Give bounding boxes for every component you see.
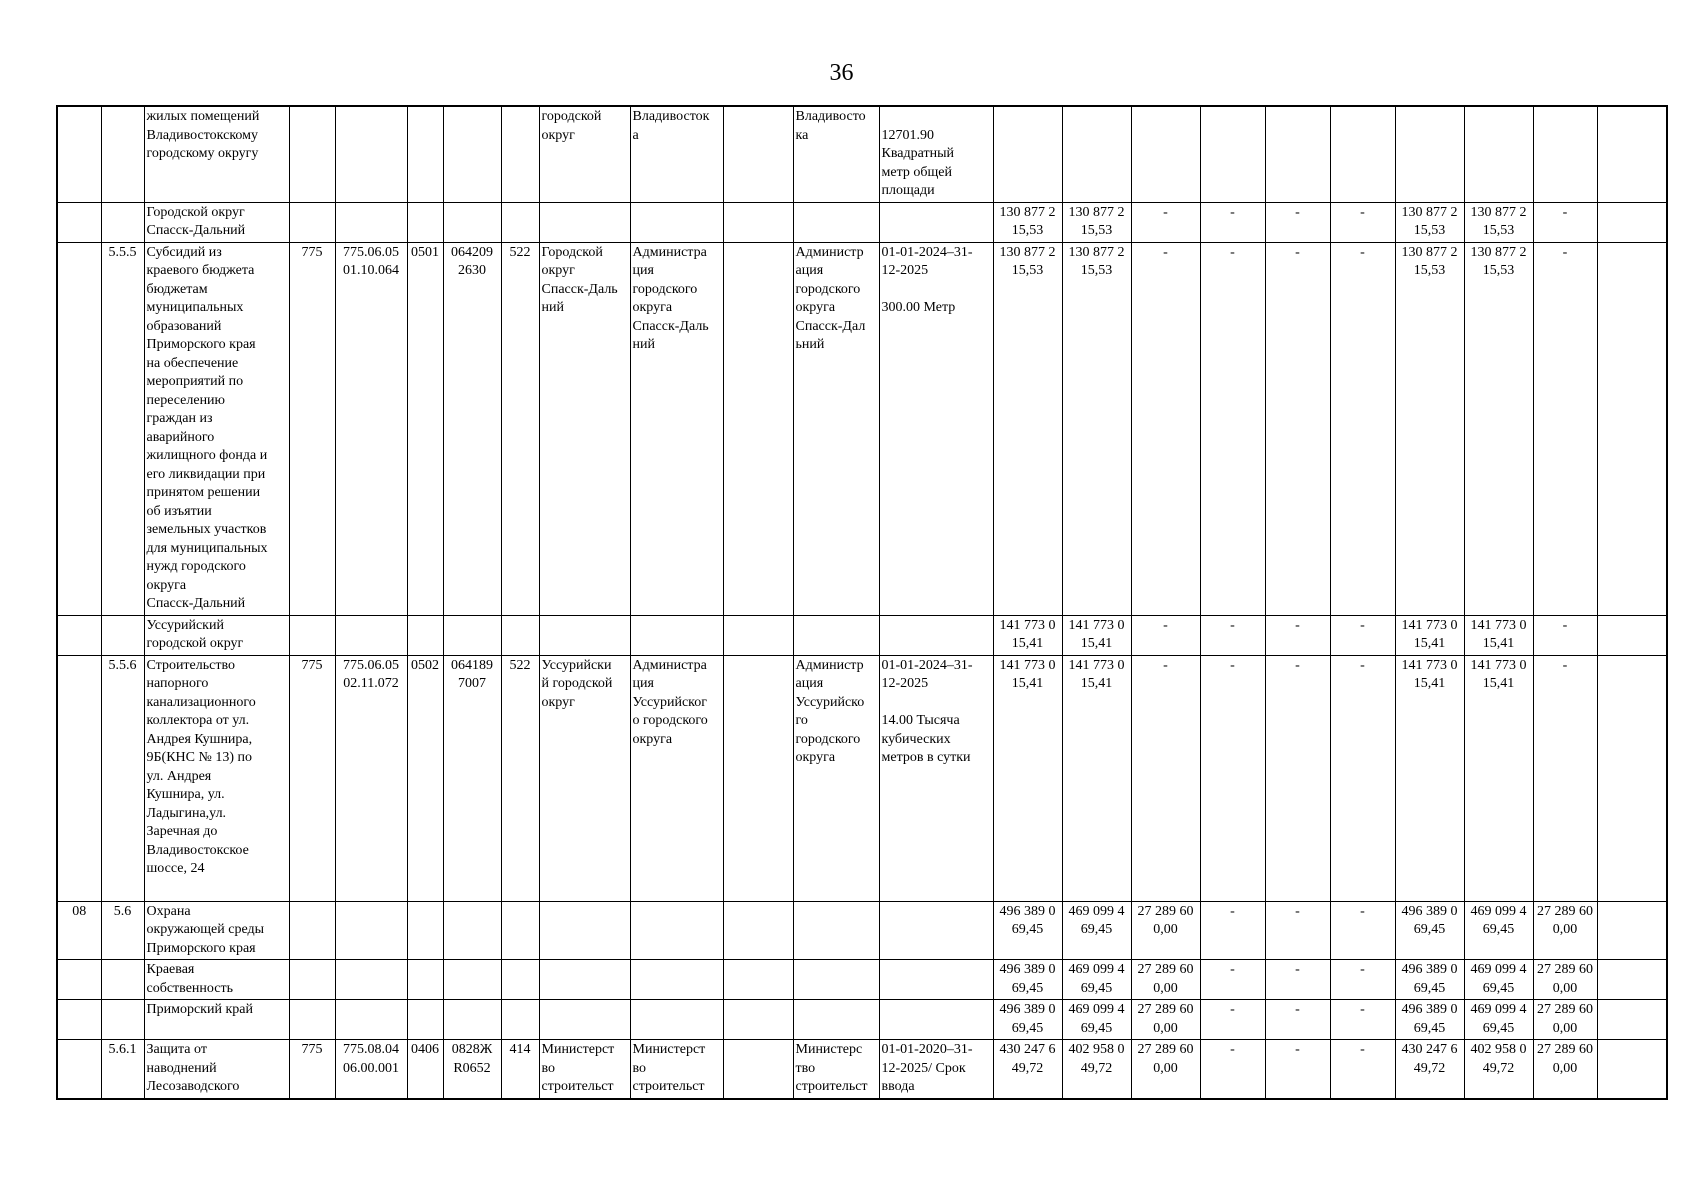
table-cell: - — [1265, 1000, 1330, 1040]
table-row — [57, 202, 1667, 242]
table-cell: 130 877 2 15,53 — [1464, 202, 1533, 242]
table-cell — [101, 202, 144, 242]
table-cell: 141 773 0 15,41 — [1395, 655, 1464, 901]
table-cell: 469 099 4 69,45 — [1062, 960, 1131, 1000]
table-cell: - — [1200, 242, 1265, 615]
table-cell — [723, 1000, 793, 1040]
table-cell: 27 289 60 0,00 — [1533, 901, 1597, 960]
table-row — [57, 615, 1667, 655]
table-cell — [1597, 202, 1667, 242]
table-cell: 775 — [289, 1040, 335, 1099]
table-cell — [57, 615, 101, 655]
table-cell: 402 958 0 49,72 — [1062, 1040, 1131, 1099]
table-cell: - — [1330, 655, 1395, 901]
table-row — [57, 655, 1667, 901]
table-cell: 12701.90 Квадратный метр общей площади — [879, 106, 993, 202]
table-cell: 130 877 2 15,53 — [993, 202, 1062, 242]
table-cell: - — [1330, 202, 1395, 242]
table-cell: 522 — [501, 655, 539, 901]
table-cell: Городской округ Спасск-Дальний — [144, 202, 289, 242]
table-cell: 27 289 60 0,00 — [1533, 960, 1597, 1000]
table-cell: 0406 — [407, 1040, 443, 1099]
table-cell — [57, 1040, 101, 1099]
table-cell — [501, 202, 539, 242]
table-cell: 496 389 0 69,45 — [993, 960, 1062, 1000]
table-cell — [1597, 242, 1667, 615]
table-cell: - — [1131, 655, 1200, 901]
table-cell — [539, 1000, 630, 1040]
table-cell: - — [1330, 615, 1395, 655]
table-cell: 27 289 60 0,00 — [1131, 1000, 1200, 1040]
table-cell: Строительство напорного канализационного коллектора от ул. Андрея Кушнира, 9Б(КНС № 13) по ул. Андрея Кушнира, ул. Ладыгина,ул. Заречная до Владивостокское шоссе, 24 — [144, 655, 289, 901]
table-cell — [335, 202, 407, 242]
table-cell — [57, 1000, 101, 1040]
table-cell — [630, 960, 723, 1000]
table-cell: 496 389 0 69,45 — [993, 1000, 1062, 1040]
table-cell: - — [1200, 655, 1265, 901]
table-cell: 141 773 0 15,41 — [1062, 615, 1131, 655]
table-cell: 064189 7007 — [443, 655, 501, 901]
table-cell: Уссурийский городской округ — [144, 615, 289, 655]
table-cell — [501, 960, 539, 1000]
table-cell: - — [1265, 1040, 1330, 1099]
table-cell: - — [1200, 901, 1265, 960]
table-cell — [101, 615, 144, 655]
table-cell — [723, 655, 793, 901]
table-cell — [1395, 106, 1464, 202]
table-cell — [1330, 106, 1395, 202]
table-cell: - — [1265, 202, 1330, 242]
table-cell — [630, 202, 723, 242]
table-cell — [993, 106, 1062, 202]
table-cell — [57, 960, 101, 1000]
table-cell — [1062, 106, 1131, 202]
table-row — [57, 901, 1667, 960]
table-cell — [407, 106, 443, 202]
table-cell: Уссурийски й городской округ — [539, 655, 630, 901]
table-cell — [501, 1000, 539, 1040]
table-cell: Охрана окружающей среды Приморского края — [144, 901, 289, 960]
table-cell: - — [1533, 615, 1597, 655]
table-cell — [1464, 106, 1533, 202]
table-cell: 27 289 60 0,00 — [1131, 1040, 1200, 1099]
table-cell — [723, 1040, 793, 1099]
table-cell: - — [1330, 901, 1395, 960]
table-cell — [539, 615, 630, 655]
table-cell: Защита от наводнений Лесозаводского — [144, 1040, 289, 1099]
table-cell: - — [1200, 615, 1265, 655]
table-cell — [335, 960, 407, 1000]
table-cell — [289, 901, 335, 960]
table-row — [57, 960, 1667, 1000]
table-cell: 064209 2630 — [443, 242, 501, 615]
table-cell: - — [1265, 615, 1330, 655]
table-cell: 0502 — [407, 655, 443, 901]
table-cell — [793, 960, 879, 1000]
table-cell — [101, 1000, 144, 1040]
table-cell: - — [1533, 655, 1597, 901]
table-cell: 496 389 0 69,45 — [993, 901, 1062, 960]
table-cell: - — [1131, 615, 1200, 655]
table-cell: 414 — [501, 1040, 539, 1099]
table-cell: - — [1330, 1000, 1395, 1040]
table-cell: 01-01-2024–31- 12-2025 300.00 Метр — [879, 242, 993, 615]
table-cell — [1200, 106, 1265, 202]
table-cell: 469 099 4 69,45 — [1464, 960, 1533, 1000]
table-cell: - — [1131, 202, 1200, 242]
table-cell: 01-01-2020–31- 12-2025/ Срок ввода — [879, 1040, 993, 1099]
table-cell: 08 — [57, 901, 101, 960]
table-cell — [407, 960, 443, 1000]
table-cell: Администр ация Уссурийско го городского округа — [793, 655, 879, 901]
table-cell — [539, 960, 630, 1000]
table-cell: - — [1200, 1040, 1265, 1099]
table-cell — [630, 615, 723, 655]
table-cell: 130 877 2 15,53 — [1395, 242, 1464, 615]
table-cell — [793, 1000, 879, 1040]
table-cell — [1265, 106, 1330, 202]
table-cell: - — [1533, 202, 1597, 242]
table-cell — [1533, 106, 1597, 202]
table-cell: Министерст во строительст — [630, 1040, 723, 1099]
table-cell — [723, 106, 793, 202]
table-cell — [1597, 615, 1667, 655]
table-cell: 775.06.05 01.10.064 — [335, 242, 407, 615]
table-cell — [57, 106, 101, 202]
table-cell — [793, 901, 879, 960]
table-cell: 402 958 0 49,72 — [1464, 1040, 1533, 1099]
table-cell: - — [1330, 960, 1395, 1000]
table-cell: 27 289 60 0,00 — [1533, 1040, 1597, 1099]
table-cell: Администр ация городского округа Спасск-Дал ьний — [793, 242, 879, 615]
table-cell: - — [1200, 202, 1265, 242]
table-cell: Субсидий из краевого бюджета бюджетам муниципальных образований Приморского края на обеспечение мероприятий по переселению граждан из аварийного жилищного фонда и его ликвидации при принятом решении об изъятии земельных участков для муниципальных нужд городского округа Спасск-Дальний — [144, 242, 289, 615]
table-cell — [57, 202, 101, 242]
table-cell: 141 773 0 15,41 — [1062, 655, 1131, 901]
table-cell — [879, 1000, 993, 1040]
table-cell: Приморский край — [144, 1000, 289, 1040]
table-cell: Министерст во строительст — [539, 1040, 630, 1099]
table-cell: 775.06.05 02.11.072 — [335, 655, 407, 901]
table-cell: 130 877 2 15,53 — [1062, 242, 1131, 615]
table-cell — [407, 202, 443, 242]
table-cell: 130 877 2 15,53 — [1464, 242, 1533, 615]
table-cell — [501, 615, 539, 655]
table-cell: - — [1131, 242, 1200, 615]
table-cell — [539, 202, 630, 242]
table-cell: 469 099 4 69,45 — [1464, 1000, 1533, 1040]
table-cell — [539, 901, 630, 960]
table-cell — [1597, 655, 1667, 901]
table-cell — [1597, 901, 1667, 960]
table-cell: - — [1200, 960, 1265, 1000]
table-cell — [335, 615, 407, 655]
table-cell: 141 773 0 15,41 — [1464, 615, 1533, 655]
table-cell — [335, 106, 407, 202]
table-cell: жилых помещений Владивостокскому городскому округу — [144, 106, 289, 202]
table-cell — [1597, 1000, 1667, 1040]
table-row — [57, 242, 1667, 615]
table-cell — [630, 901, 723, 960]
table-cell: 430 247 6 49,72 — [1395, 1040, 1464, 1099]
table-cell — [443, 106, 501, 202]
table-cell — [443, 202, 501, 242]
table-cell: 130 877 2 15,53 — [1395, 202, 1464, 242]
table-cell — [1597, 960, 1667, 1000]
table-cell: 27 289 60 0,00 — [1533, 1000, 1597, 1040]
table-cell: - — [1265, 242, 1330, 615]
table-cell: - — [1200, 1000, 1265, 1040]
table-cell — [630, 1000, 723, 1040]
table-cell: Администра ция городского округа Спасск-Даль ний — [630, 242, 723, 615]
table-cell — [879, 202, 993, 242]
table-cell — [501, 901, 539, 960]
budget-table — [56, 105, 1668, 1100]
table-cell: 141 773 0 15,41 — [993, 655, 1062, 901]
table-cell: Владивосто ка — [793, 106, 879, 202]
table-cell — [723, 901, 793, 960]
table-cell — [289, 202, 335, 242]
table-cell — [407, 615, 443, 655]
table-cell — [335, 1000, 407, 1040]
table-cell — [57, 655, 101, 901]
table-cell: городской округ — [539, 106, 630, 202]
table-cell: Министерс тво строительст — [793, 1040, 879, 1099]
table-cell — [101, 106, 144, 202]
table-cell: 27 289 60 0,00 — [1131, 960, 1200, 1000]
table-cell: 141 773 0 15,41 — [1395, 615, 1464, 655]
table-cell — [879, 901, 993, 960]
table-cell: 775 — [289, 655, 335, 901]
table-cell: - — [1533, 242, 1597, 615]
table-cell — [443, 901, 501, 960]
table-cell — [723, 615, 793, 655]
table-cell: - — [1265, 960, 1330, 1000]
table-cell — [443, 1000, 501, 1040]
table-cell: Администра ция Уссурийског о городского округа — [630, 655, 723, 901]
table-cell — [289, 1000, 335, 1040]
table-cell: Владивосток а — [630, 106, 723, 202]
table-cell: 469 099 4 69,45 — [1062, 1000, 1131, 1040]
table-cell — [723, 202, 793, 242]
table-cell: Краевая собственность — [144, 960, 289, 1000]
table-cell — [57, 242, 101, 615]
table-cell: 141 773 0 15,41 — [1464, 655, 1533, 901]
table-cell: 496 389 0 69,45 — [1395, 960, 1464, 1000]
table-cell: Городской округ Спасск-Даль ний — [539, 242, 630, 615]
table-cell — [443, 960, 501, 1000]
table-cell — [723, 960, 793, 1000]
table-cell — [101, 960, 144, 1000]
table-cell: 130 877 2 15,53 — [993, 242, 1062, 615]
table-cell — [443, 615, 501, 655]
table-cell: 522 — [501, 242, 539, 615]
table-cell: 496 389 0 69,45 — [1395, 1000, 1464, 1040]
table-cell: 141 773 0 15,41 — [993, 615, 1062, 655]
table-cell: - — [1265, 901, 1330, 960]
table-cell — [407, 901, 443, 960]
table-cell — [289, 106, 335, 202]
table-cell: 5.6.1 — [101, 1040, 144, 1099]
table-cell — [723, 242, 793, 615]
table-row — [57, 1040, 1667, 1099]
table-cell: 5.5.5 — [101, 242, 144, 615]
table-cell — [879, 615, 993, 655]
table-cell — [335, 901, 407, 960]
table-cell: - — [1330, 242, 1395, 615]
table-cell: 469 099 4 69,45 — [1464, 901, 1533, 960]
table-cell: 5.6 — [101, 901, 144, 960]
table-cell: 775 — [289, 242, 335, 615]
table-cell: 27 289 60 0,00 — [1131, 901, 1200, 960]
table-cell: 0828Ж R0652 — [443, 1040, 501, 1099]
table-cell: 5.5.6 — [101, 655, 144, 901]
table-cell — [1597, 106, 1667, 202]
table-cell: 496 389 0 69,45 — [1395, 901, 1464, 960]
table-cell — [879, 960, 993, 1000]
table-cell: - — [1330, 1040, 1395, 1099]
table-cell — [793, 202, 879, 242]
table-cell: 0501 — [407, 242, 443, 615]
table-cell: 430 247 6 49,72 — [993, 1040, 1062, 1099]
table-cell: 01-01-2024–31- 12-2025 14.00 Тысяча кубических метров в сутки — [879, 655, 993, 901]
table-cell — [407, 1000, 443, 1040]
table-cell — [501, 106, 539, 202]
table-row — [57, 1000, 1667, 1040]
table-cell: - — [1265, 655, 1330, 901]
table-cell — [1597, 1040, 1667, 1099]
table-cell — [289, 615, 335, 655]
table-row — [57, 106, 1667, 202]
table-cell — [1131, 106, 1200, 202]
table-cell: 775.08.04 06.00.001 — [335, 1040, 407, 1099]
table-cell: 130 877 2 15,53 — [1062, 202, 1131, 242]
table-cell — [289, 960, 335, 1000]
table-cell — [793, 615, 879, 655]
page-number: 36 — [829, 60, 854, 86]
table-cell: 469 099 4 69,45 — [1062, 901, 1131, 960]
